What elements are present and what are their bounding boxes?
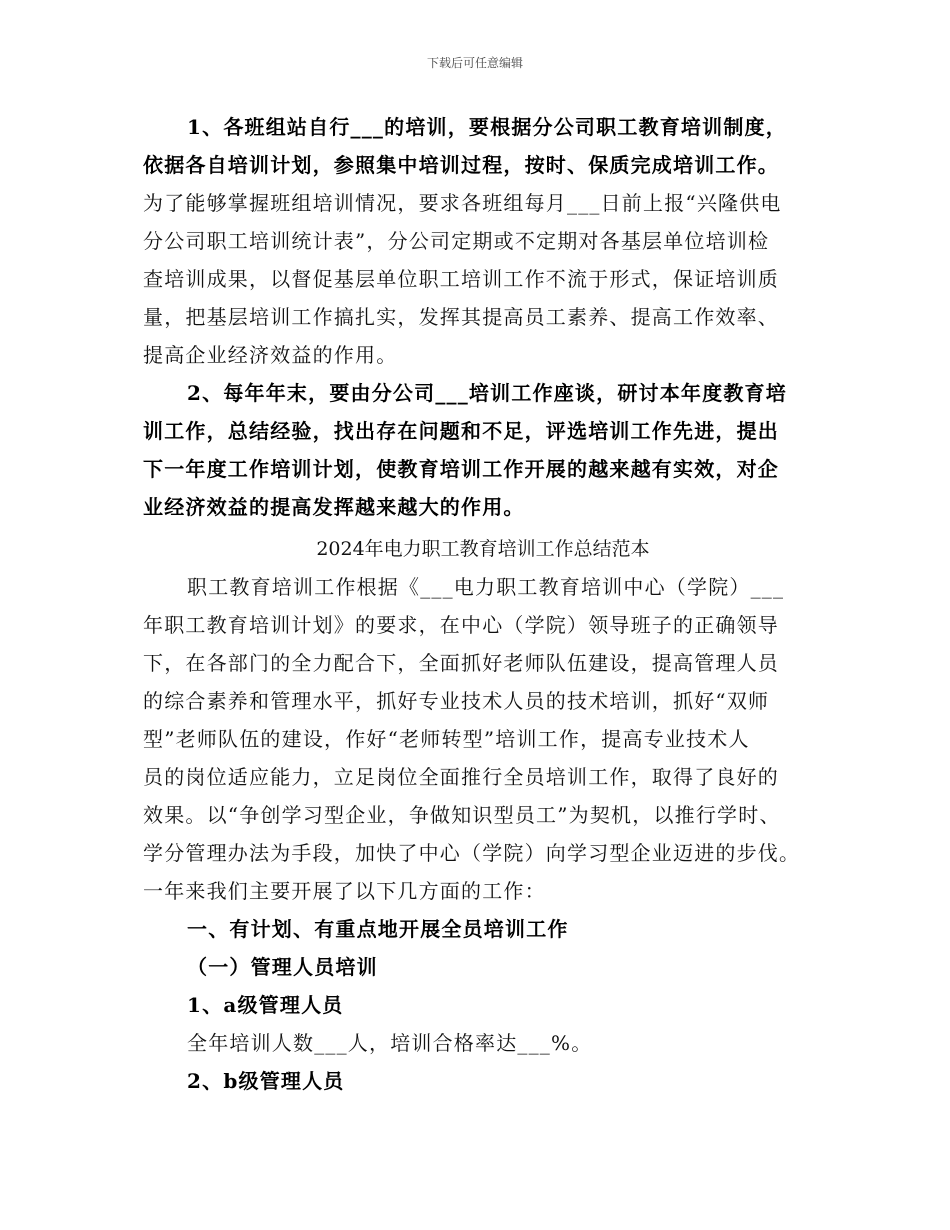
paragraph-3-line: 一年来我们主要开展了以下几方面的工作：: [143, 879, 546, 903]
item-heading: 1、a级管理人员: [187, 993, 344, 1017]
paragraph-4-line: 全年培训人数___人，培训合格率达___%。: [187, 1031, 593, 1055]
paragraph-1b-line: 提高企业经济效益的作用。: [143, 343, 398, 367]
paragraph-2-line: 业经济效益的提高发挥越来越大的作用。: [143, 495, 525, 519]
item-heading: 2、b级管理人员: [187, 1069, 345, 1093]
paragraph-3-line: 员的岗位适应能力，立足岗位全面推行全员培训工作，取得了良好的: [143, 765, 779, 789]
paragraph-3-line: 职工教育培训工作根据《___电力职工教育培训中心（学院）___: [187, 575, 785, 599]
paragraph-3-line: 年职工教育培训计划》的要求，在中心（学院）领导班子的正确领导: [143, 613, 779, 637]
paragraph-3-line: 的综合素养和管理水平，抓好专业技术人员的技术培训，抓好“双师: [143, 689, 770, 713]
paragraph-1b-line: 为了能够掌握班组培训情况，要求各班组每月___日前上报“兴隆供电: [143, 191, 782, 215]
paragraph-3-line: 型”老师队伍的建设，作好“老师转型”培训工作，提高专业技术人: [143, 727, 750, 751]
paragraph-3-line: 学分管理办法为手段，加快了中心（学院）向学习型企业迈进的步伐。: [143, 841, 801, 865]
document-title: 2024年电力职工教育培训工作总结范本: [316, 538, 650, 560]
paragraph-1-line: 1、各班组站自行___的培训，要根据分公司职工教育培训制度，: [187, 115, 787, 139]
paragraph-1b-line: 分公司职工培训统计表”，分公司定期或不定期对各基层单位培训检: [143, 229, 770, 253]
paragraph-1b-line: 量，把基层培训工作搞扎实，发挥其提高员工素养、提高工作效率、: [143, 305, 779, 329]
section-heading: 一、有计划、有重点地开展全员培训工作: [187, 917, 569, 941]
paragraph-1-line: 依据各自培训计划，参照集中培训过程，按时、保质完成培训工作。: [143, 153, 779, 177]
document-body: [143, 108, 823, 1100]
paragraph-2-line: 下一年度工作培训计划，使教育培训工作开展的越来越有实效，对企: [143, 457, 779, 481]
paragraph-2-line: 训工作，总结经验，找出存在问题和不足，评选培训工作先进，提出: [143, 419, 779, 443]
subsection-heading: （一）管理人员培训: [187, 955, 378, 979]
paragraph-2-line: 2、每年年末，要由分公司___培训工作座谈，研讨本年度教育培: [187, 381, 787, 405]
paragraph-3-line: 效果。以“争创学习型企业，争做知识型员工”为契机，以推行学时、: [143, 803, 781, 827]
page-header: 下载后可任意编辑: [426, 56, 523, 70]
paragraph-1b-line: 查培训成果，以督促基层单位职工培训工作不流于形式，保证培训质: [143, 267, 779, 291]
paragraph-3-line: 下，在各部门的全力配合下，全面抓好老师队伍建设，提高管理人员: [143, 651, 779, 675]
